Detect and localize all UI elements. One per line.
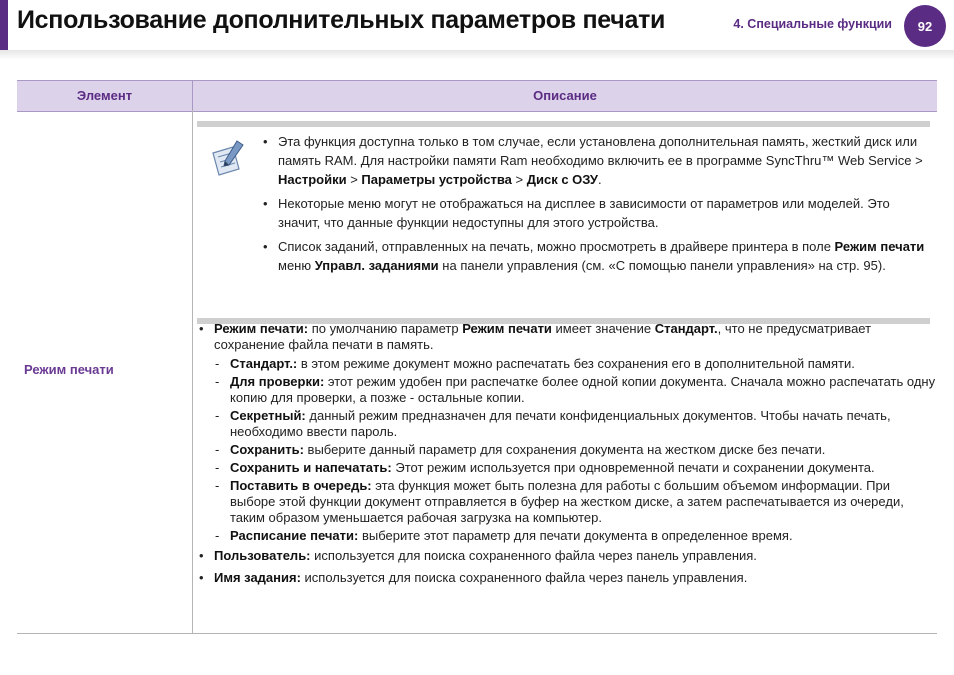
note-list (262, 132, 930, 280)
description-content (197, 321, 937, 589)
sub-item-spool: - Поставить в очередь: эта функция может быть полезна для работы с большим объемом информации. При выборе этой функции документ отправляется в буфер на жестком диске, а затем распечатывается из очереди, таким образом уменьшается рабочая загрузка на компьютер. (197, 478, 937, 526)
note-item: • Список заданий, отправленных на печать, можно просмотреть в драйвере принтера в поле Режим печати меню Управл. заданиями на панели управления (см. «С помощью панели управления» на стр. 95). (262, 237, 930, 275)
header-divider (0, 50, 954, 60)
note-item: • Эта функция доступна только в том случае, если установлена дополнительная память, жесткий диск или память RAM. Для настройки памяти Ram необходимо включить ее в программе SyncThru™ Web Service > Настройки > Параметры устройства > Диск с ОЗУ. (262, 132, 930, 189)
sub-item-standard: - Стандарт.: в этом режиме документ можно распечатать без сохранения его в дополнительной памяти. (197, 356, 937, 372)
sub-item-secure: - Секретный: данный режим предназначен для печати конфиденциальных документов. Чтобы начать печать, необходимо ввести пароль. (197, 408, 937, 440)
bullet-job-name: • Имя задания: используется для поиска сохраненного файла через панель управления. (197, 570, 937, 586)
bullet-print-mode: • Режим печати: по умолчанию параметр Режим печати имеет значение Стандарт., что не предусматривает сохранение файла печати в память. (197, 321, 937, 353)
column-divider (192, 110, 193, 634)
note-pencil-icon (209, 139, 247, 179)
table-bottom-border (17, 633, 937, 634)
chapter-label[interactable]: 4. Специальные функции (733, 17, 892, 31)
bullet-user: • Пользователь: используется для поиска сохраненного файла через панель управления. (197, 548, 937, 564)
column-header-description: Описание (533, 88, 597, 103)
note-box (197, 121, 930, 324)
sub-item-store: - Сохранить: выберите данный параметр для сохранения документа на жестком диске без печати. (197, 442, 937, 458)
sub-item-schedule: - Расписание печати: выберите этот параметр для печати документа в определенное время. (197, 528, 937, 544)
column-header-element: Элемент (76, 88, 133, 103)
sub-item-proof: - Для проверки: этот режим удобен при распечатке более одной копии документа. Сначала можно распечатать одну копию для проверки, а позже - остальные копии. (197, 374, 937, 406)
note-item: • Некоторые меню могут не отображаться на дисплее в зависимости от параметров или моделей. Это значит, что данные функции недоступны для этого устройства. (262, 194, 930, 232)
header-accent-bar (0, 0, 8, 52)
sub-item-store-and-print: - Сохранить и напечатать: Этот режим используется при одновременной печати и сохранении документа. (197, 460, 937, 476)
page-number-badge: 92 (904, 5, 946, 47)
table-header (17, 80, 937, 112)
row-label-print-mode: Режим печати (24, 362, 114, 377)
page-title: Использование дополнительных параметров печати (17, 6, 666, 34)
